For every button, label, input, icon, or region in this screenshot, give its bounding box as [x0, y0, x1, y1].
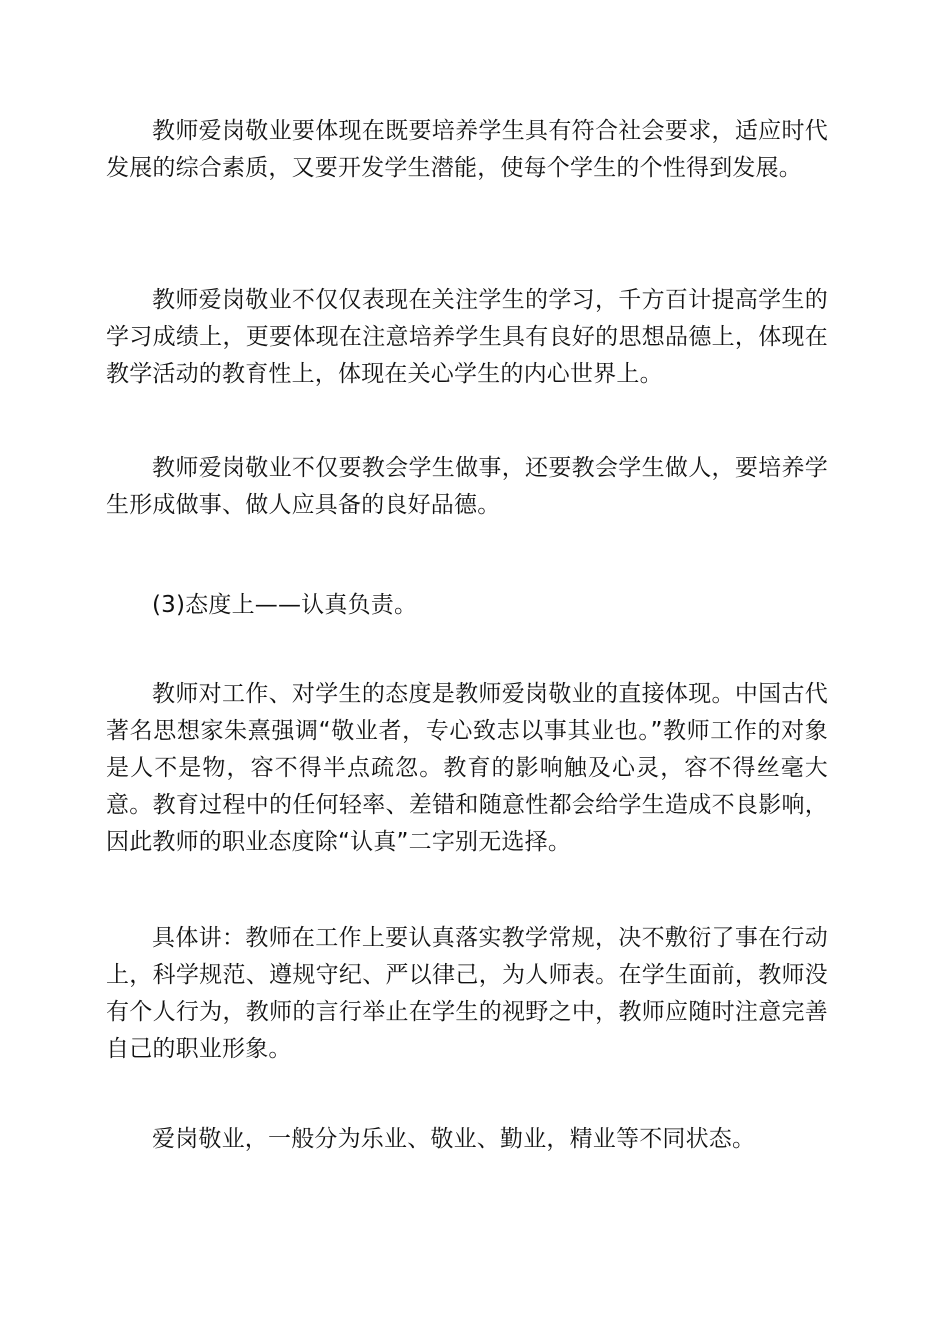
paragraph-dedication-states: 爱岗敬业，一般分为乐业、敬业、勤业，精业等不同状态。 [152, 1126, 756, 1152]
section-heading-attitude: (3)态度上——认真负责。 [152, 592, 418, 618]
paragraph-teacher-dedication-qualities: 教师爱岗敬业要体现在既要培养学生具有符合社会要求，适应时代发展的综合素质，又要开发学生潜能，使每个学生的个性得到发展。 [106, 118, 828, 181]
paragraph-teach-conduct-and-character: 教师爱岗敬业不仅要教会学生做事，还要教会学生做人，要培养学生形成做事、做人应具备的良好品德。 [106, 455, 828, 518]
paragraph-beyond-academic-scores: 教师爱岗敬业不仅仅表现在关注学生的学习，千方百计提高学生的学习成绩上，更要体现在注意培养学生具有良好的思想品德上，体现在教学活动的教育性上，体现在关心学生的内心世界上。 [106, 287, 828, 387]
paragraph-specific-requirements: 具体讲：教师在工作上要认真落实教学常规，决不敷衍了事在行动上，科学规范、遵规守纪、严以律己，为人师表。在学生面前，教师没有个人行为，教师的言行举止在学生的视野之中，教师应随时注意完善自己的职业形象。 [106, 925, 828, 1062]
paragraph-attitude-direct-expression: 教师对工作、对学生的态度是教师爱岗敬业的直接体现。中国古代著名思想家朱熹强调“敬业者，专心致志以事其业也。”教师工作的对象是人不是物，容不得半点疏忽。教育的影响触及心灵，容不得丝毫大意。教育过程中的任何轻率、差错和随意性都会给学生造成不良影响，因此教师的职业态度除“认真”二字别无选择。 [106, 681, 828, 855]
